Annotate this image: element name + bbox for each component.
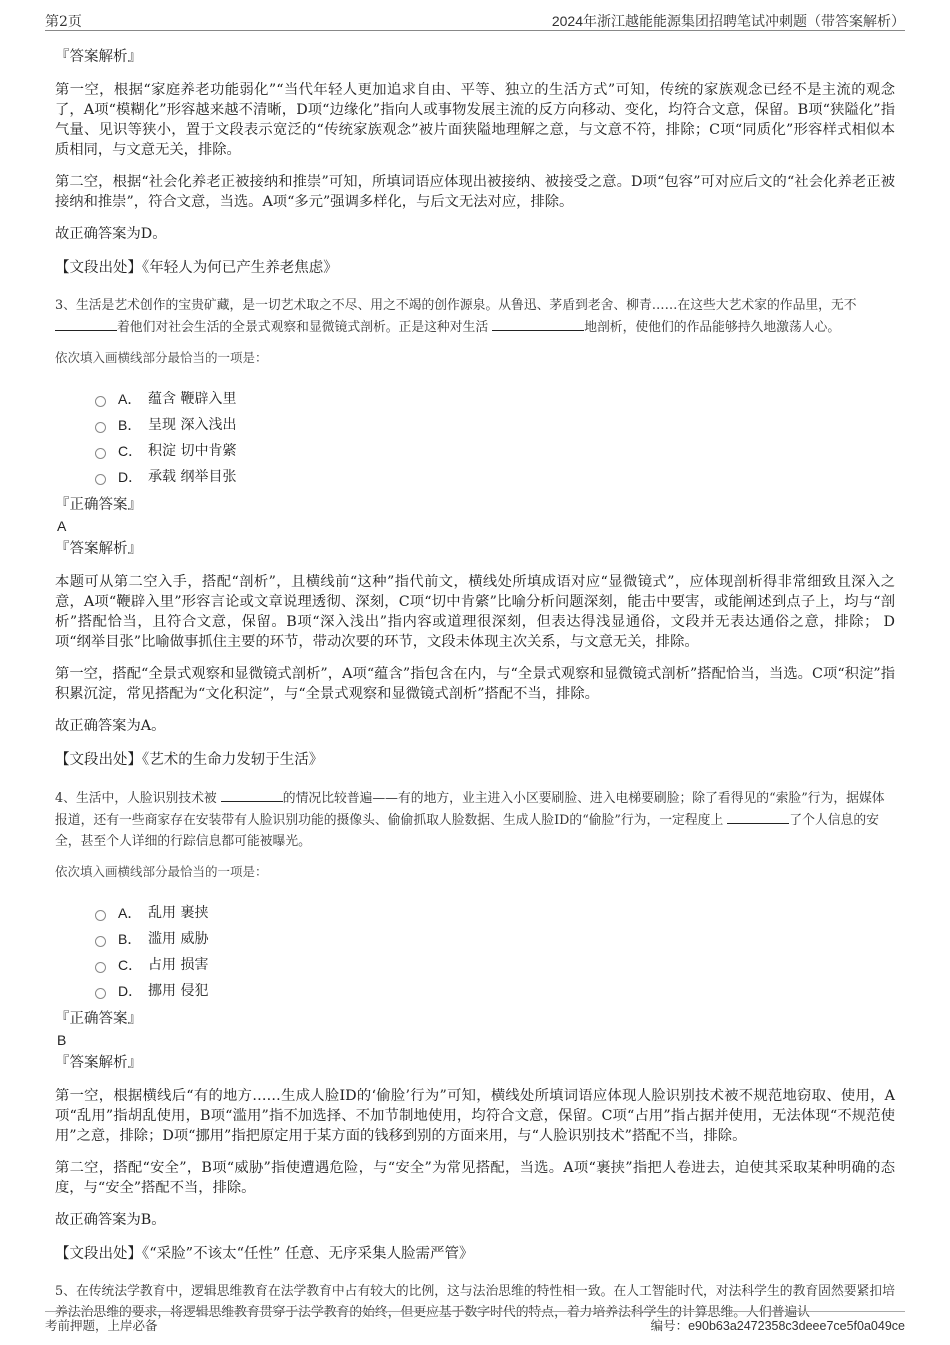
question-4-text: 4、生活中，人脸识别技术被 的情况比较普遍——有的地方，业主进入小区要刷脸、进入电梯要刷脸；除了看得见的“索脸”行为，据媒体报道，还有一些商家存在安装带有人脸识别功能的摄像头、偷偷抓取人脸数据、生成人脸ID的“偷脸”行为，一定程度上 了个人信息的安全，甚至个人详细的行踪信息都可能被曝光。 <box>55 787 895 852</box>
option-d[interactable]: D． 挪用 侵犯 <box>95 978 895 1004</box>
correct-answer: A <box>57 518 67 534</box>
document-title: 2024年浙江越能能源集团招聘笔试冲刺题（带答案解析） <box>551 13 905 29</box>
question-prompt: 依次填入画横线部分最恰当的一项是： <box>55 350 268 365</box>
correct-answer-label: 『正确答案』 <box>55 1011 142 1027</box>
page-footer <box>45 1311 905 1334</box>
footer-slogan: 考前押题，上岸必备 <box>45 1318 158 1333</box>
analysis-paragraph: 第二空，搭配“安全”，B项“威胁”指使遭遇危险，与“安全”为常见搭配，当选。A项“裹挟”指把人卷进去，迫使其采取某种明确的态度，与“安全”搭配不当，排除。 <box>55 1160 895 1196</box>
document-id: 编号：e90b63a2472358c3deee7ce5f0a049ce <box>650 1319 905 1333</box>
analysis-paragraph: 本题可从第二空入手，搭配“剖析”，且横线前“这种”指代前文，横线处所填成语对应“显微镜式”，应体现剖析得非常细致且深入之意，A项“鞭辟入里”形容言论或文章说理透彻、深刻，C项“切中肯綮”比喻分析问题深刻，能击中要害，或能阐述到点子上，均与“剖析”搭配恰当，且符合文意，保留。B项“深入浅出”指内容或道理很深刻，但表达得浅显通俗，文段并无表达通俗之意，排除； D项“纲举目张”比喻做事抓住主要的环节，带动次要的环节，文段未体现主次关系，与文意无关，排除。 <box>55 574 895 650</box>
option-c[interactable]: C． 占用 损害 <box>95 952 895 978</box>
page-number: 第2页 <box>45 14 82 30</box>
analysis-paragraph: 第一空，搭配“全景式观察和显微镜式剖析”，A项“蕴含”指包含在内，与“全景式观察和显微镜式剖析”搭配恰当，当选。C项“积淀”指积累沉淀，常见搭配为“文化积淀”，与“全景式观察和显微镜式剖析”搭配不当，排除。 <box>55 666 895 702</box>
option-a[interactable]: A． 蕴含 鞭辟入里 <box>95 386 895 412</box>
radio-icon[interactable] <box>95 474 106 485</box>
answer-analysis-label: 『答案解析』 <box>55 49 142 65</box>
conclusion: 故正确答案为A。 <box>55 718 166 734</box>
option-b[interactable]: B． 呈现 深入浅出 <box>95 412 895 438</box>
question-3-text: 3、生活是艺术创作的宝贵矿藏，是一切艺术取之不尽、用之不竭的创作源泉。从鲁迅、茅盾到老舍、柳青……在这些大艺术家的作品里，无不着他们对社会生活的全景式观察和显微镜式剖析。正是这种对生活 地剖析，使他们的作品能够持久地激荡人心。 <box>55 298 857 335</box>
main-content <box>55 48 895 1333</box>
option-c[interactable]: C． 积淀 切中肯綮 <box>95 438 895 464</box>
passage-source: 【文段出处】《艺术的生命力发轫于生活》 <box>55 752 324 768</box>
option-d[interactable]: D． 承载 纲举目张 <box>95 464 895 490</box>
answer-analysis-label: 『答案解析』 <box>55 541 142 557</box>
option-b[interactable]: B． 滥用 威胁 <box>95 926 895 952</box>
page-header <box>45 8 905 31</box>
option-a[interactable]: A． 乱用 裹挟 <box>95 900 895 926</box>
radio-icon[interactable] <box>95 988 106 999</box>
conclusion: 故正确答案为D。 <box>55 226 167 242</box>
answer-analysis-label: 『答案解析』 <box>55 1055 142 1071</box>
correct-answer-label: 『正确答案』 <box>55 497 142 513</box>
radio-icon[interactable] <box>95 910 106 921</box>
radio-icon[interactable] <box>95 422 106 433</box>
passage-source: 【文段出处】《年轻人为何已产生养老焦虑》 <box>55 260 338 276</box>
conclusion: 故正确答案为B。 <box>55 1212 166 1228</box>
radio-icon[interactable] <box>95 936 106 947</box>
analysis-paragraph: 第二空，根据“社会化养老正被接纳和推崇”可知，所填词语应体现出被接纳、被接受之意。D项“包容”可对应后文的“社会化养老正被接纳和推崇”，符合文意，当选。A项“多元”强调多样化，与后文无法对应，排除。 <box>55 174 895 210</box>
radio-icon[interactable] <box>95 962 106 973</box>
question-5-text: 5、在传统法学教育中，逻辑思维教育在法学教育中占有较大的比例，这与法治思维的特性相一致。在人工智能时代，对法科学生的教育固然要紧扣培养法治思维的要求，将逻辑思维教育贯穿于法学教育的始终，但更应基于数字时代的特点，着力培养法科学生的计算思维。人们普遍认 <box>55 1284 895 1320</box>
analysis-paragraph: 第一空，根据横线后“有的地方……生成人脸ID的‘偷脸’行为”可知，横线处所填词语应体现人脸识别技术被不规范地窃取、使用，A项“乱用”指胡乱使用，B项“滥用”指不加选择、不加节制地使用，均符合文意，保留。C项“占用”指占据并使用，无法体现“不规范使用”之意，排除；D项“挪用”指把原定用于某方面的钱移到别的方面来用，与“人脸识别技术”搭配不当，排除。 <box>55 1088 895 1144</box>
analysis-paragraph: 第一空，根据“家庭养老功能弱化”“当代年轻人更加追求自由、平等、独立的生活方式”可知，传统的家族观念已经不是主流的观念了，A项“模糊化”形容越来越不清晰，D项“边缘化”指向人或事物发展主流的反方向移动、变化，均符合文意，保留。B项“狭隘化”指气量、见识等狭小，置于文段表示宽泛的“传统家族观念”被片面狭隘地理解之意，与文意不符，排除；C项“同质化”形容样式相似本质相同，与文意无关，排除。 <box>55 82 895 158</box>
passage-source: 【文段出处】《“采脸”不该太“任性” 任意、无序采集人脸需严管》 <box>55 1246 474 1262</box>
radio-icon[interactable] <box>95 448 106 459</box>
radio-icon[interactable] <box>95 396 106 407</box>
question-prompt: 依次填入画横线部分最恰当的一项是： <box>55 864 268 879</box>
correct-answer: B <box>57 1032 67 1048</box>
